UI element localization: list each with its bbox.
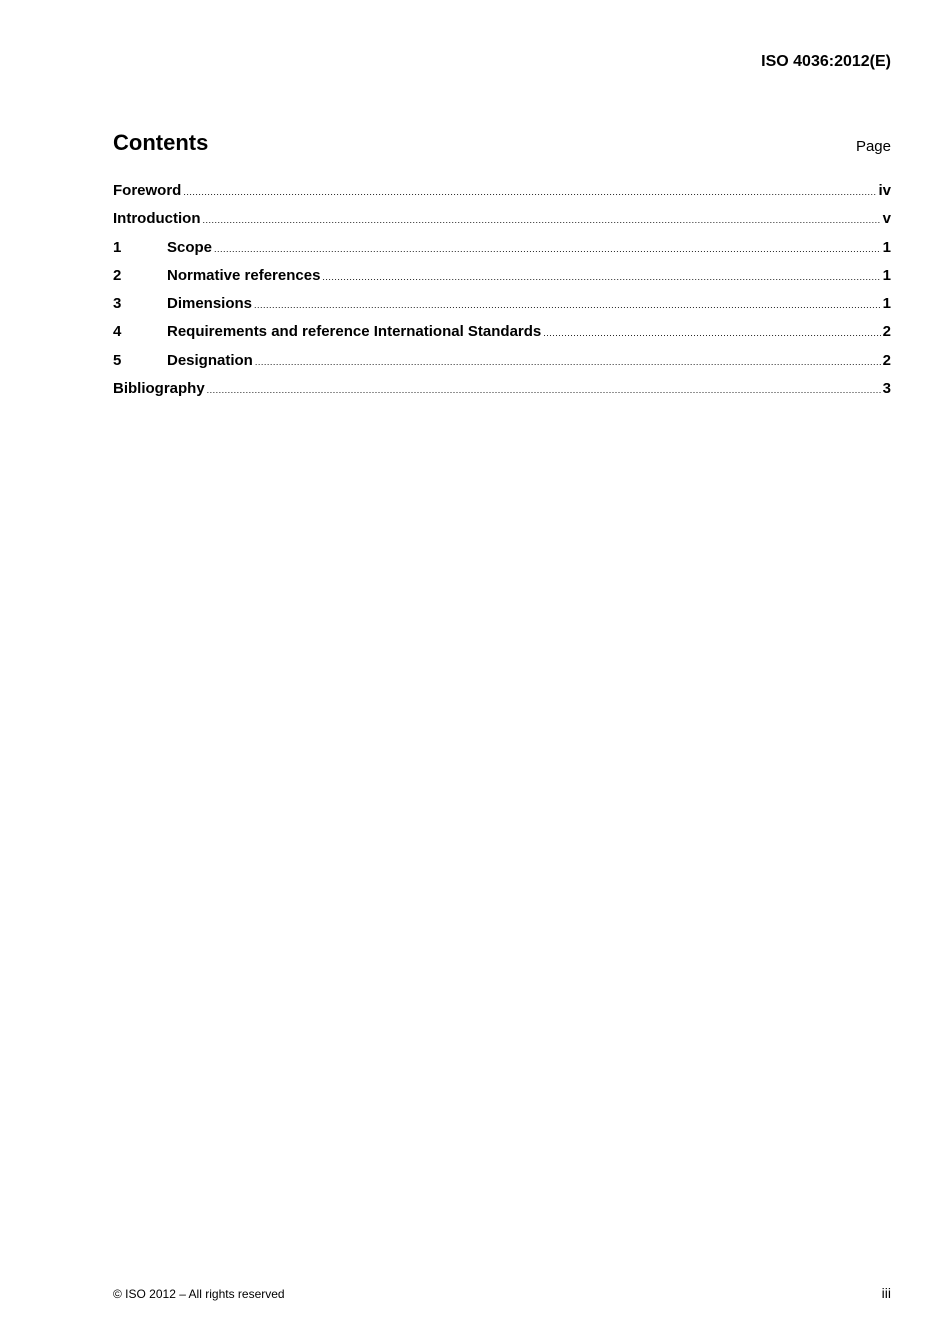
toc-entry-title: Designation <box>167 351 253 369</box>
toc-dot-leader <box>255 357 881 367</box>
toc-entry-number: 5 <box>113 351 122 369</box>
table-of-contents <box>113 182 891 408</box>
toc-entry-scope[interactable] <box>113 239 891 267</box>
toc-entry-title: Normative references <box>167 266 321 284</box>
toc-dot-leader <box>207 385 881 395</box>
toc-entry-title: Dimensions <box>167 295 253 313</box>
toc-entry-bibliography[interactable] <box>113 380 891 408</box>
toc-entry-normative-references[interactable] <box>113 267 891 295</box>
toc-entry-page: 2 <box>882 351 891 369</box>
toc-entry-title: Requirements and reference International Standards <box>167 323 542 341</box>
toc-entry-title: Introduction <box>113 210 201 228</box>
toc-entry-introduction[interactable] <box>113 210 891 238</box>
toc-entry-dimensions[interactable] <box>113 295 891 323</box>
page-column-label: Page <box>855 138 891 155</box>
toc-entry-number: 4 <box>113 323 122 341</box>
toc-dot-leader <box>254 300 881 310</box>
toc-dot-leader <box>202 215 880 225</box>
toc-entry-title: Foreword <box>113 182 182 199</box>
document-id: ISO 4036:2012(E) <box>761 53 891 70</box>
toc-entry-page: 1 <box>882 295 891 313</box>
toc-entry-requirements[interactable] <box>113 323 891 351</box>
toc-entry-foreword[interactable] <box>113 182 891 210</box>
footer-page-number: iii <box>881 1285 891 1301</box>
footer-copyright: © ISO 2012 – All rights reserved <box>113 1287 285 1301</box>
toc-dot-leader <box>214 244 881 254</box>
toc-entry-number: 3 <box>113 295 122 313</box>
toc-entry-title: Scope <box>167 238 213 256</box>
toc-entry-page: 3 <box>882 380 891 398</box>
toc-dot-leader <box>543 328 880 338</box>
toc-dot-leader <box>183 187 876 197</box>
toc-entry-page: v <box>882 210 891 228</box>
toc-entry-title: Bibliography <box>113 380 205 398</box>
toc-entry-page: iv <box>878 182 891 199</box>
contents-title: Contents <box>113 130 209 155</box>
toc-entry-page: 1 <box>882 266 891 284</box>
toc-entry-number: 1 <box>113 238 122 256</box>
toc-entry-page: 2 <box>882 323 891 341</box>
toc-entry-page: 1 <box>882 238 891 256</box>
toc-entry-designation[interactable] <box>113 352 891 380</box>
toc-dot-leader <box>322 272 880 282</box>
toc-entry-number: 2 <box>113 266 122 284</box>
